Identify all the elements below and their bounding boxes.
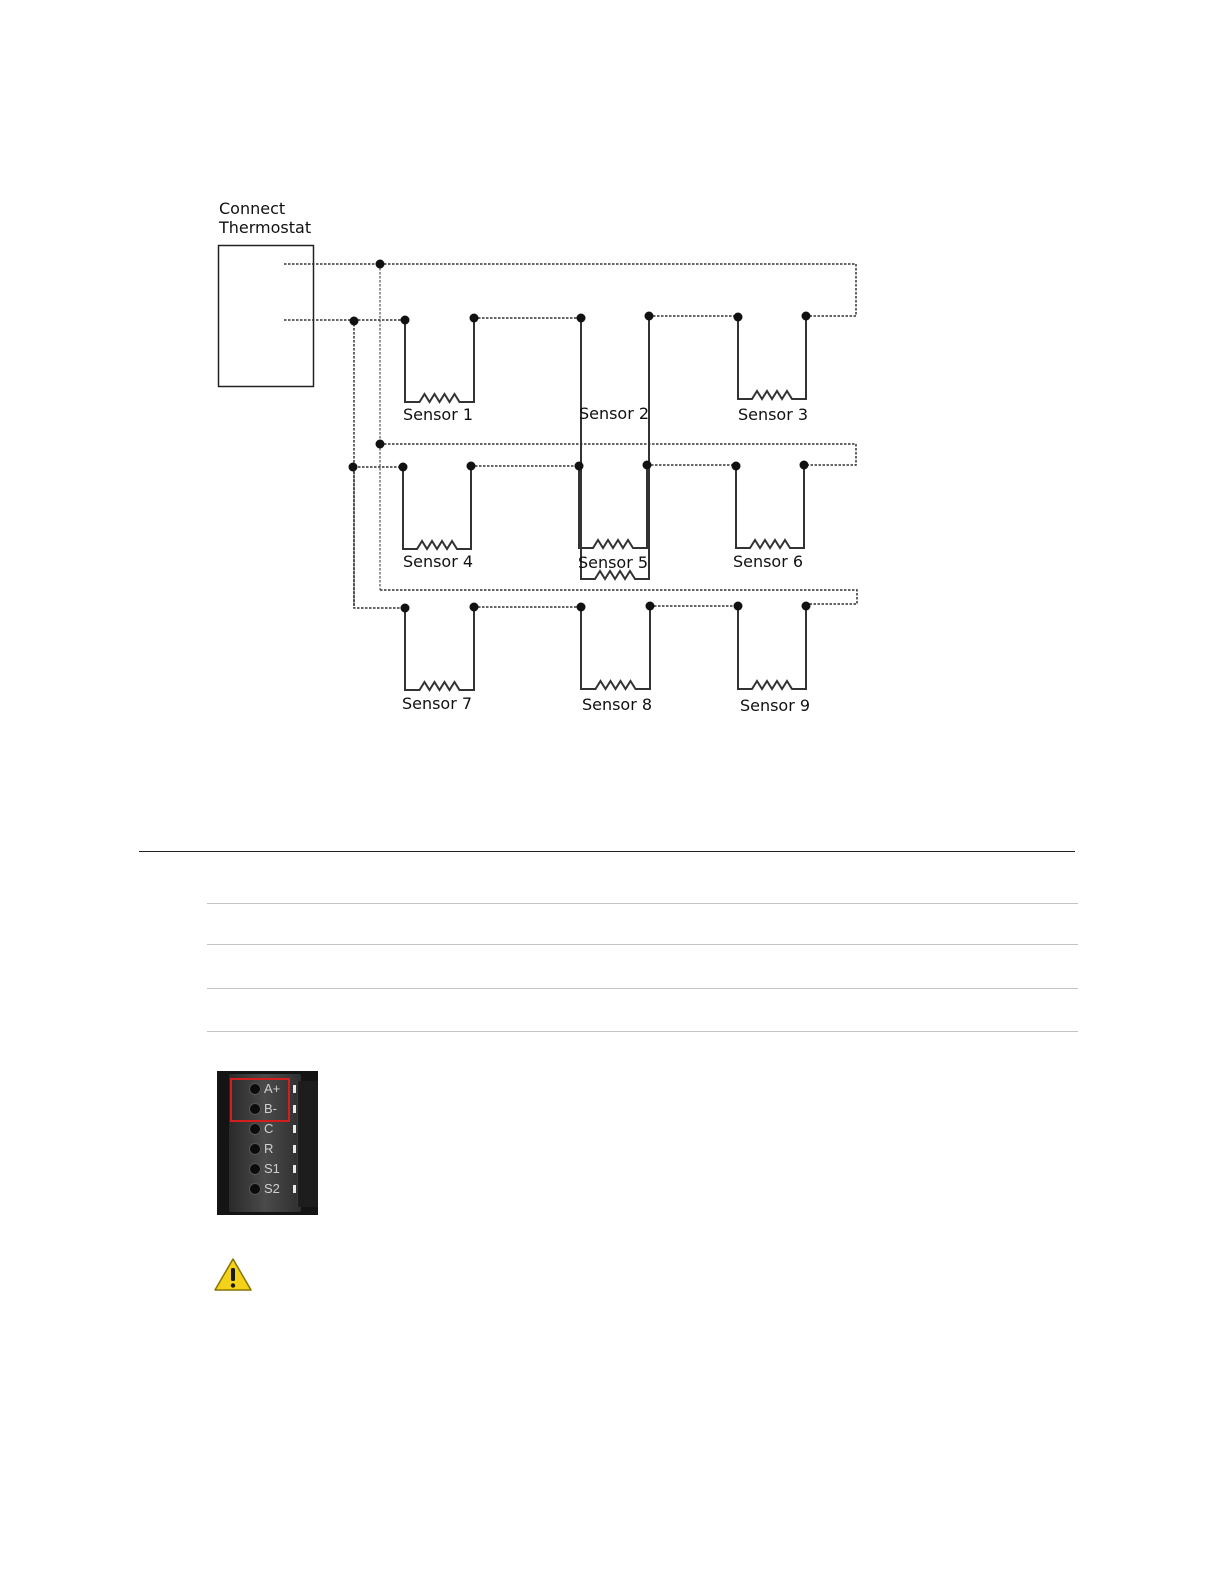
sensor-terminal-dot (734, 313, 743, 322)
sensor-2 (577, 312, 654, 580)
sensor-terminal-dot (646, 602, 655, 611)
table-rule-4 (207, 1031, 1078, 1032)
sensor-label: Sensor 3 (737, 405, 809, 424)
sensor-terminal-dot (800, 461, 809, 470)
sensor-terminal-dot (401, 316, 410, 325)
table-rule-1 (207, 903, 1078, 904)
sensor-label: Sensor 8 (581, 695, 653, 714)
sensor-terminal-dot (399, 463, 408, 472)
sensor-label: Sensor 4 (402, 552, 474, 571)
sensor-resistor-wire (579, 465, 647, 548)
sensor-resistor-wire (405, 607, 474, 690)
sensor-terminal-dot (643, 461, 652, 470)
table-rule-2 (207, 944, 1078, 945)
terminal-pin-label: S2 (264, 1181, 280, 1196)
terminal-block-photo (217, 1071, 318, 1215)
terminal-tick (293, 1165, 296, 1173)
sensor-terminal-dot (645, 312, 654, 321)
sensor-terminal-dot (575, 462, 584, 471)
terminal-pin (249, 1123, 261, 1135)
sensor-terminal-dot (577, 603, 586, 612)
terminal-housing (297, 1081, 318, 1207)
sensor-7 (401, 603, 479, 714)
diagram-title: Connect Thermostat (219, 199, 312, 237)
sensor-3 (734, 312, 811, 425)
sensor-label: Sensor 1 (402, 405, 474, 424)
sensor-terminal-dot (470, 314, 479, 323)
warning-triangle-icon (213, 1257, 253, 1293)
sensor-resistor-wire (738, 316, 806, 399)
sensor-terminal-dot (734, 602, 743, 611)
terminal-pin (249, 1183, 261, 1195)
return-bus-row3 (380, 590, 857, 604)
terminal-pin-label: A+ (264, 1081, 281, 1096)
sensor-1 (401, 314, 479, 425)
thermostat-box (219, 246, 314, 387)
terminal-pin-label: R (264, 1141, 274, 1156)
sensor-terminal-dot (732, 462, 741, 471)
sensor-resistor-wire (403, 466, 471, 549)
return-bus-top (380, 264, 856, 316)
terminal-tick (293, 1145, 296, 1153)
junction-dot (350, 317, 359, 326)
sensor-8 (577, 602, 655, 715)
sensor-label: Sensor 7 (401, 694, 473, 713)
terminal-tick (293, 1185, 296, 1193)
terminal-pin-label: S1 (264, 1161, 280, 1176)
sensor-9 (734, 602, 811, 716)
sensor-terminal-dot (802, 312, 811, 321)
terminal-tick (293, 1105, 296, 1113)
sensor-label: Sensor 5 (577, 553, 649, 572)
ab-terminal-highlight (230, 1078, 290, 1122)
return-bus-row2 (380, 444, 856, 465)
sensor-label: Sensor 6 (732, 552, 804, 571)
junction-dot (349, 463, 358, 472)
terminal-pin-label: B- (264, 1101, 277, 1116)
sensors-layer (399, 312, 811, 716)
sensor-6 (732, 461, 809, 572)
wiring-diagram (0, 0, 1224, 760)
terminal-pin (249, 1143, 261, 1155)
sensor-terminal-dot (802, 602, 811, 611)
sensor-label: Sensor 2 (578, 404, 650, 423)
terminal-pin (249, 1163, 261, 1175)
sensor-label: Sensor 9 (739, 696, 811, 715)
sensor-5 (575, 461, 652, 573)
junction-dot (376, 440, 385, 449)
sensor-4 (399, 462, 476, 572)
sensor-resistor-wire (581, 606, 650, 689)
table-rule-3 (207, 988, 1078, 989)
sensor-resistor-wire (578, 316, 650, 579)
sensor-terminal-dot (401, 604, 410, 613)
terminal-tick (293, 1125, 296, 1133)
junction-dot (376, 260, 385, 269)
sensor-resistor-wire (736, 465, 804, 548)
terminal-tick (293, 1085, 296, 1093)
sensor-terminal-dot (577, 314, 586, 323)
sensor-resistor-wire (738, 606, 806, 689)
terminal-pin-label: C (264, 1121, 274, 1136)
sensor-resistor-wire (405, 318, 474, 402)
sensor-terminal-dot (467, 462, 476, 471)
section-divider (139, 851, 1075, 852)
sensor-terminal-dot (470, 603, 479, 612)
